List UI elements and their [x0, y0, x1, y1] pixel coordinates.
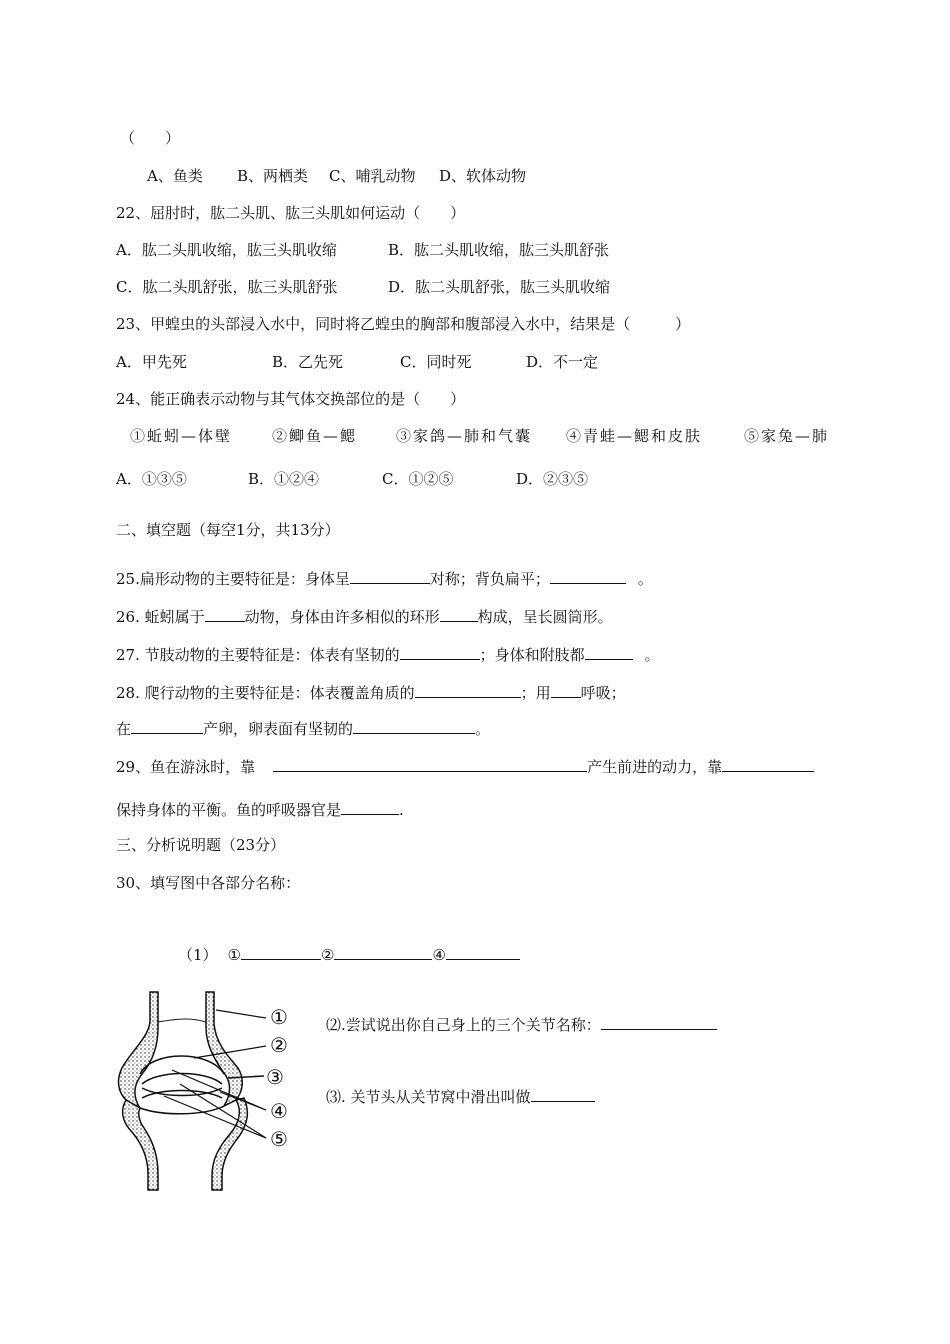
q22-option-d: D．肱二头肌舒张，肱三头肌收缩 [388, 278, 611, 296]
q28-blank-3[interactable] [131, 718, 203, 734]
pointer-line-5b [164, 1096, 266, 1138]
joint-socket-outline [140, 1106, 224, 1114]
q30-sub1-label: （1） [178, 946, 218, 964]
q30-sub1-marker-4: ④ [432, 946, 446, 964]
q29-blank-2[interactable] [722, 756, 814, 772]
q28-blank-4[interactable] [353, 718, 475, 734]
q29-blank-3[interactable] [341, 799, 399, 815]
q24-item-5: ⑤家兔—肺 [744, 427, 830, 445]
q30-sub2 [326, 1014, 717, 1035]
q21-options [147, 166, 526, 186]
q23-option-c: C．同时死 [400, 353, 472, 371]
q29-line-1 [116, 756, 814, 777]
q22-option-c: C．肱二头肌舒张，肱三头肌舒张 [116, 278, 338, 296]
q26-text-1: 26. 蚯蚓属于 [116, 608, 205, 626]
q21-answer-paren: （ ） [120, 129, 181, 147]
pointer-line-2 [194, 1046, 266, 1058]
q27-text-2: ；身体和附肢都 [479, 646, 585, 664]
q22-option-a: A．肱二头肌收缩，肱三头肌收缩 [116, 241, 337, 259]
diagram-label-1: ① [270, 1005, 288, 1029]
q24-item-3: ③家鸽—肺和气囊 [396, 427, 533, 445]
q27-text-3: 。 [644, 646, 660, 664]
q30-sub2-text: ⑵.尝试说出你自己身上的三个关节名称： [326, 1016, 601, 1034]
q30-blank-2[interactable] [334, 944, 432, 960]
q27-text-1: 27. 节肢动物的主要特征是：体表有坚韧的 [116, 646, 400, 664]
q30-sub2-blank[interactable] [601, 1014, 717, 1030]
q30-sub1 [178, 944, 520, 965]
q24-stem: 24、能正确表示动物与其气体交换部位的是（ ） [116, 390, 466, 408]
q30-blank-4[interactable] [446, 944, 520, 960]
q23-option-d: D．不一定 [526, 353, 599, 371]
section-2-title: 二、填空题（每空1分，共13分） [116, 521, 340, 539]
q24-options [116, 469, 588, 489]
q30-sub3-text: ⑶. 关节头从关节窝中滑出叫做 [326, 1088, 531, 1106]
femur-left-cortex [119, 992, 158, 1108]
q28-blank-1[interactable] [415, 682, 521, 698]
q24-item-1: ①蚯蚓—体壁 [130, 427, 233, 445]
articular-cartilage-lower [142, 1091, 222, 1099]
q21-option-b: B、两栖类 [237, 167, 309, 185]
q30-stem: 30、填写图中各部分名称： [116, 874, 301, 892]
q29-text-1: 29、鱼在游泳时，靠 [116, 758, 256, 776]
q29-line-2 [116, 799, 404, 820]
q28-text-1: 28. 爬行动物的主要特征是：体表覆盖角质的 [116, 684, 415, 702]
q21-option-a: A、鱼类 [147, 167, 203, 185]
q30-blank-1[interactable] [241, 944, 321, 960]
q28-blank-2[interactable] [551, 682, 581, 698]
q30-sub1-marker-2: ② [321, 946, 335, 964]
joint-capsule-line [158, 1019, 206, 1022]
q23-option-b: B．乙先死 [272, 353, 344, 371]
q29-text-4: . [399, 801, 404, 819]
diagram-label-2: ② [270, 1033, 288, 1057]
q29-text-2: 产生前进的动力，靠 [587, 758, 723, 776]
q28-line-1 [116, 682, 626, 703]
q25 [116, 568, 653, 589]
articular-cartilage-upper [142, 1074, 222, 1085]
q23-stem: 23、甲蝗虫的头部浸入水中，同时将乙蝗虫的胸部和腹部浸入水中，结果是（ ） [116, 315, 691, 333]
q26-text-2: 动物，身体由许多相似的环形 [244, 608, 440, 626]
q27-blank-1[interactable] [400, 644, 480, 660]
q29-blank-1[interactable] [273, 756, 587, 772]
q24-option-b: B．①②④ [248, 470, 320, 488]
q26 [116, 606, 613, 627]
q21-option-c: C、哺乳动物 [329, 167, 416, 185]
q24-item-4: ④青蛙—鳃和皮肤 [566, 427, 703, 445]
q26-text-3: 构成，呈长圆筒形。 [477, 608, 613, 626]
q28-text-3: 呼吸； [580, 684, 626, 702]
q23-options [116, 352, 598, 372]
q24-option-d: D．②③⑤ [516, 470, 589, 488]
joint-head-outline [140, 1056, 224, 1074]
q25-text-3: 。 [637, 570, 653, 588]
q25-text-1: 25.扁形动物的主要特征是：身体呈 [116, 570, 350, 588]
q28-text-6: 。 [475, 720, 491, 738]
q22-row2 [116, 277, 610, 297]
pointer-line-1 [216, 1010, 266, 1018]
femur-right-cortex [206, 992, 242, 1106]
q24-item-2: ②鲫鱼—鳃 [272, 427, 358, 445]
q21-option-d: D、软体动物 [439, 167, 527, 185]
tibia-right-cortex [212, 1098, 247, 1190]
q22-row1 [116, 240, 609, 260]
q28-line-2 [116, 718, 490, 739]
q28-text-4: 在 [116, 720, 132, 738]
q30-sub1-marker-1: ① [227, 946, 241, 964]
q24-option-a: A．①③⑤ [116, 470, 187, 488]
q27-blank-2[interactable] [585, 644, 633, 660]
q26-blank-2[interactable] [440, 606, 478, 622]
q27 [116, 644, 660, 665]
q26-blank-1[interactable] [205, 606, 245, 622]
diagram-label-4: ④ [270, 1099, 288, 1123]
q25-blank-1[interactable] [350, 568, 430, 584]
section-3-title: 三、分析说明题（23分） [116, 836, 286, 854]
q29-text-3: 保持身体的平衡。鱼的呼吸器官是 [116, 801, 342, 819]
q28-text-5: 产卵，卵表面有坚韧的 [203, 720, 354, 738]
q25-text-2: 对称；背负扁平； [429, 570, 550, 588]
q28-text-2: ；用 [520, 684, 551, 702]
joint-cavity-line [142, 1088, 222, 1096]
q22-stem: 22、屈肘时，肱二头肌、肱三头肌如何运动（ ） [116, 204, 466, 222]
diagram-label-3: ③ [266, 1065, 284, 1089]
diagram-label-5: ⑤ [270, 1127, 288, 1151]
q30-sub3-blank[interactable] [531, 1086, 595, 1102]
q22-option-b: B．肱二头肌收缩，肱三头肌舒张 [388, 241, 610, 259]
tibia-left-cortex [123, 1100, 158, 1190]
q23-option-a: A．甲先死 [116, 353, 187, 371]
knee-joint-diagram [112, 988, 298, 1194]
q24-items [130, 426, 829, 446]
q24-option-c: C．①②⑤ [382, 470, 454, 488]
q30-sub3 [326, 1086, 595, 1107]
q25-blank-2[interactable] [550, 568, 626, 584]
